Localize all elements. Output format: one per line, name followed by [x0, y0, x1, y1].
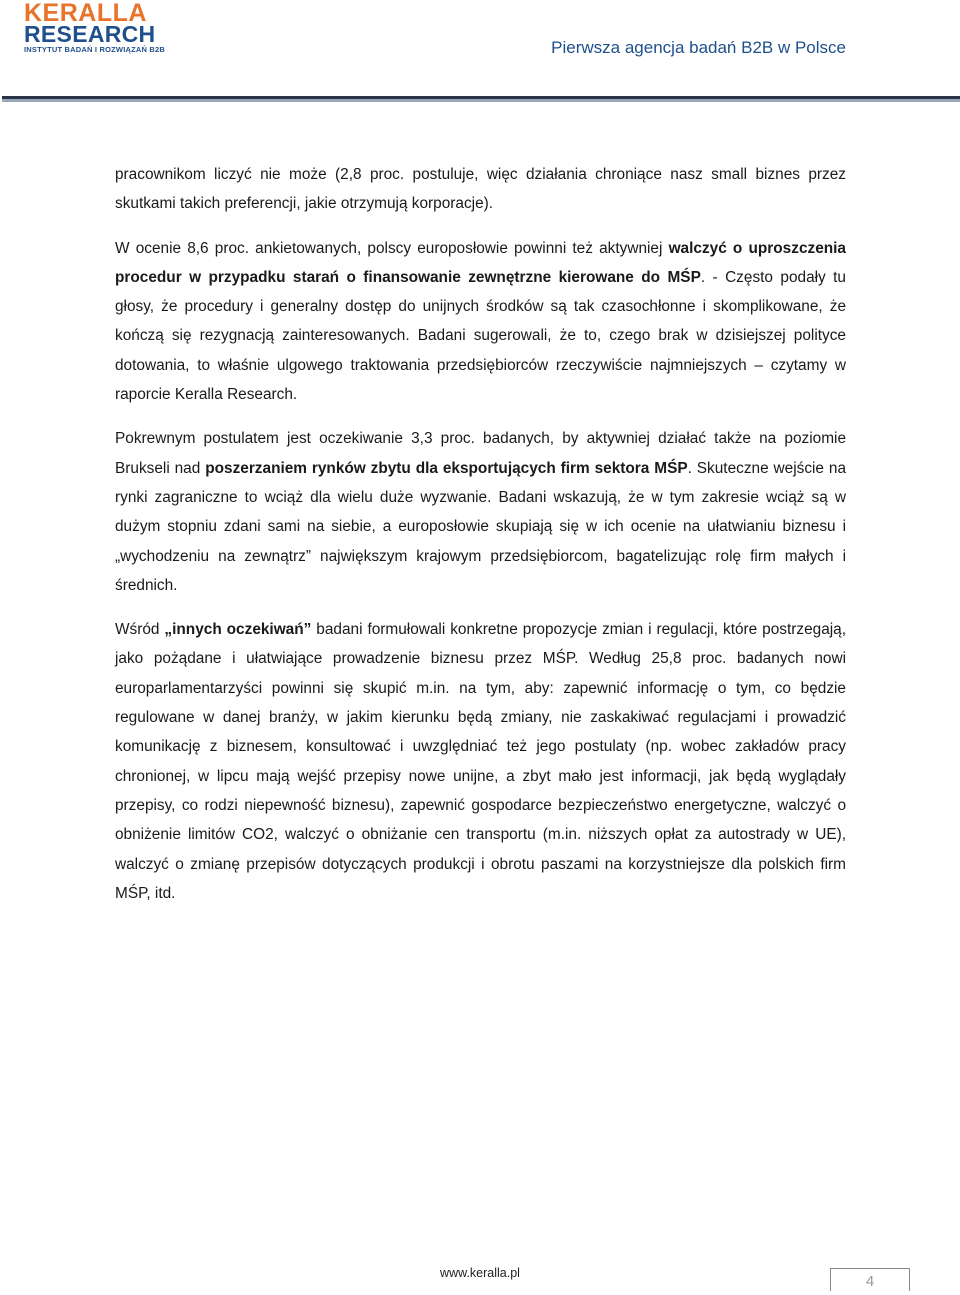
logo-research-text: RESEARCH — [24, 21, 156, 47]
paragraph-4-text-end: badani formułowali konkretne propozycje zmian i regulacji, które postrzegają, jako pożądane i ułatwiające prowadzenie biznesu przez MŚP. Według 25,8 proc. badanych nowi europarlamentarzyści powinni się skupić m.in. na tym, aby: zapewnić informację o tym, co będzie regulowane w danej branży, w jakim kierunku będą zmiany, nie zaskakiwać regulacjami i prowadzić komunikację z biznesem, konsultować i uwzględniać też jego postulaty (np. wobec zakładów pracy chronionej, w lipcu mają wejść przepisy nowe unijne, a zbyt mało jest informacji, jak będą wyglądały przepisy, co rodzi niepewność biznesu), zapewnić gospodarce bezpieczeństwo energetyczne, walczyć o obniżenie limitów CO2, walczyć o obniżanie cen transportu (m.in. niższych opłat za autostrady w UE), walczyć o zmianę przepisów dotyczących produkcji i obrotu paszami na korzystniejsze dla polskich firm MŚP, itd. — [115, 621, 847, 902]
paragraph-2-text-start: W ocenie 8,6 proc. ankietowanych, polscy europosłowie powinni też aktywniej — [115, 239, 669, 257]
paragraph-2-text-end: . - Często podały tu głosy, że procedury i generalny dostęp do unijnych środków są tak czasochłonne i skomplikowane, że kończą się rezygnacją zainteresowanych. Badani sugerowali, że to, czego brak w dzisiejszej polityce dotowania, to właśnie ulgowego traktowania przedsiębiorców rzeczywiście najmniejszych – czytamy w raporcie Keralla Research. — [115, 268, 846, 404]
spacer — [115, 600, 846, 615]
header-rule-shadow — [2, 99, 960, 102]
paragraph-2 — [115, 234, 846, 410]
spacer — [115, 219, 846, 234]
document-body — [115, 160, 846, 908]
paragraph-4-bold: „innych oczekiwań” — [164, 621, 312, 639]
paragraph-3-text-end: . Skuteczne wejście na rynki zagraniczne to wciąż dla wielu duże wyzwanie. Badani wskazują, że w tym zakresie wciąż są w dużym stopniu zdani sami na siebie, a europosłowie skupiają się w ich ocenie na ułatwianiu biznesu i „wychodzeniu na zewnątrz” największym krajowym przedsiębiorcom, bagatelizując rolę firm małych i średnich. — [115, 459, 846, 594]
paragraph-3 — [115, 424, 846, 600]
paragraph-3-bold: poszerzaniem rynków zbytu dla eksportujących firm sektora MŚP — [205, 459, 688, 477]
keralla-research-logo — [24, 2, 164, 54]
page-number: 4 — [830, 1268, 910, 1291]
page-header — [0, 0, 960, 104]
header-tagline: Pierwsza agencja badań B2B w Polsce — [551, 38, 846, 57]
paragraph-2-bold: walczyć o uproszczenia procedur w przypadku starań o finansowanie zewnętrzne kierowane do MŚP — [115, 239, 846, 286]
paragraph-4-text-start: Wśród — [115, 621, 165, 639]
logo-subtitle: INSTYTUT BADAŃ I ROZWIĄZAŃ B2B — [24, 45, 165, 54]
paragraph-1-text: pracownikom liczyć nie może (2,8 proc. postuluje, więc działania chroniące nasz small biznes przez skutkami takich preferencji, jakie otrzymują korporacje). — [115, 166, 846, 213]
footer-website-url: www.keralla.pl — [440, 1266, 520, 1280]
spacer — [115, 409, 846, 424]
paragraph-1 — [115, 160, 846, 219]
paragraph-3-text-start: Pokrewnym postulatem jest oczekiwanie 3,3 proc. badanych, by aktywniej działać także na poziomie Brukseli nad — [115, 430, 846, 477]
logo-keralla-text: KERALLA — [24, 0, 147, 27]
paragraph-4 — [115, 615, 846, 908]
